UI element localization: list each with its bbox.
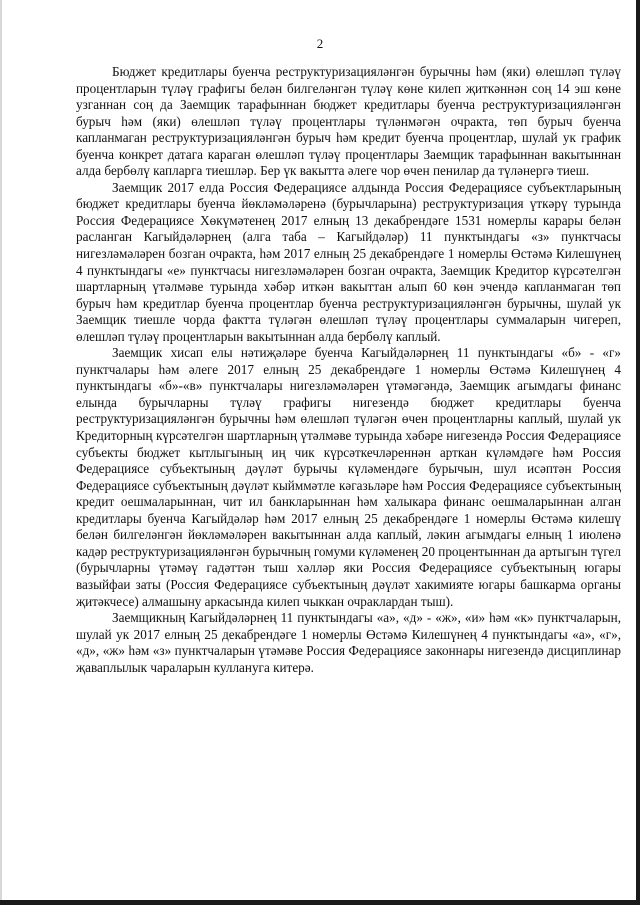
document-body: [76, 64, 621, 676]
scan-left-edge: [0, 0, 2, 905]
scan-right-edge: [636, 0, 640, 905]
paragraph-repayment-overdue: Бюджет кредитлары буенча реструктуризацияләнгән бурычны һәм (яки) өлешләп түләү процентларын түләү графигы белән билгеләнгән түләү көне килеп җиткәннән соң 14 эш көне узганнан соң да Заемщик тарафыннан бюджет кредитлары буенча реструктуризацияләнгән бурыч һәм (яки) өлешләп түләү процентлары түләнмәгән очракта, төп бурыч буенча капланмаган реструктуризацияләнгән бурыч һәм кредит буенча процентлар, шулай ук график буенча конкрет датага караган өлешләп түләү процентлары Заемщик тарафыннан вакытыннан алда бербөлү капларга тиешләр. Бер үк вакытта әлеге чор өчен пенилар да түләнергә тиеш.: [76, 64, 621, 179]
paragraph-disciplinary-measures: Заемщикның Кагыйдәләрнең 11 пунктындагы «а», «д» - «ж», «и» һәм «к» пунктчаларын, шулай ук 2017 елның 25 декабрендәге 1 номерлы Өстәмә Килешүнең 4 пунктындагы «а», «г», «д», «ж» һәм «з» пунктчаларын үтәмәве Россия Федерациясе законнары нигезендә дисциплинар җаваплылык чараларын куллануга китерә.: [76, 610, 621, 675]
page-number: 2: [316, 36, 324, 51]
paragraph-annual-results: Заемщик хисап елы нәтиҗәләре буенча Кагыйдәләрнең 11 пунктындагы «б» - «г» пунктчалары һәм әлеге 2017 елның 25 декабрендәге 1 номерлы Өстәмә Килешүнең 4 пунктындагы «б»-«в» пунктчалары нигезләмәләрен үтәмәгәндә, Заемщик агымдагы финанс елында бурычларны түләү графигы нигезендә бюджет кредитлары буенча реструктуризацияләнгән бурычны һәм өлешләп түләгән өчен процентларны каплый, шулай ук Кредиторның күрсәтелгән шартларның үтәлмәве турында хәбәре нигезендә Россия Федерациясе субъекты бюджет кытлыгының иң чик күрсәткечләреннән арткан күләмдәге һәм Россия Федерациясе субъектының дәүләт бурычы күләмендәге бурычын, шул исәптән Россия Федерациясе субъектының дәүләт кыйммәтле кәгазьләре һәм Россия Федерациясе субъектының кредит оешмаларыннан, чит ил банкларыннан һәм халыкара финанс оешмаларыннан алган кредитлары буенча Кагыйдәләр һәм 2017 елның 25 декабрендәге 1 номерлы Өстәмә килешү белән билгеләнгән йөкләмәләрен вакытыннан алда каплый, ләкин агымдагы елның 1 июленә кадәр реструктуризацияләнгән бурычның гомуми күләменең 20 процентыннан да артыгын түгел (бурычларны үтәмәү гадәттән тыш хәлләр яки Россия Федерациясе субъектының югары вазыйфаи заты (Россия Федерациясе субъектының дәүләт хакимияте югары башкарма органы җитәкчесе) алмашыну аркасында килеп чыккан очраклардан тыш).: [76, 345, 621, 609]
paragraph-rules-violation: Заемщик 2017 елда Россия Федерациясе алдында Россия Федерациясе субъектларының бюджет кредитлары буенча йөкләмәләренә (бурычларына) реструктуризация үткәрү турында Россия Федерациясе Хөкүмәтенең 2017 елның 13 декабрендәге 1531 номерлы карары белән расланган Кагыйдәләрнең (алга таба – Кагыйдәләр) 11 пунктындагы «з» пунктчасы нигезләмәләрен бозган очракта, һәм 2017 елның 25 декабрендәге 1 номерлы Өстәмә Килешүнең 4 пунктындагы «е» пунктчасы нигезләмәләрен бозган очракта, Заемщик Кредитор күрсәтелгән шартларның үтәлмәве турында хәбәр иткән вакыттан алып 60 көн эчендә капланмаган төп бурыч һәм кредитлар буенча процентлар буенча реструктуризацияләнгән бурычны, шулай ук Заемщик тиешле чорда фактта түләгән өлешләп түләү процентлары суммаларын чигереп, өлешләп түләү процентларын вакытыннан алда бербөлү каплый.: [76, 179, 621, 344]
scan-bottom-edge: [0, 900, 640, 905]
